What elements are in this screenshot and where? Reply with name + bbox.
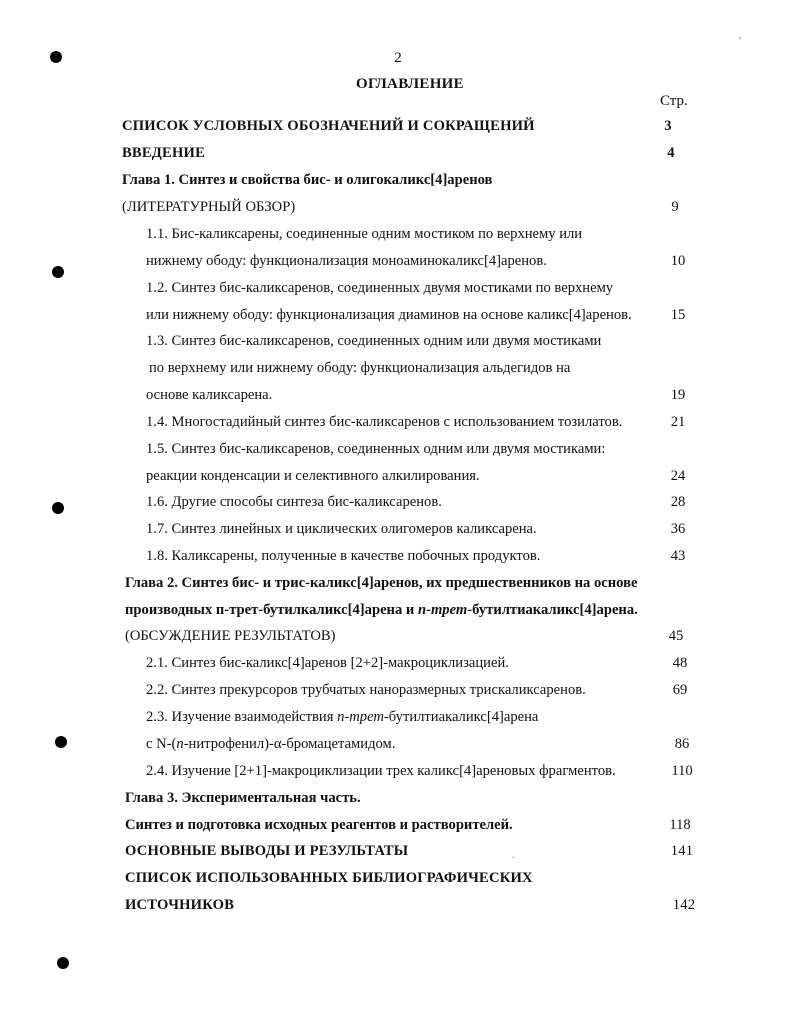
toc-entry-page: 69 (672, 682, 688, 698)
toc-entry-text-part: -бутилтиакаликс[4]арена. (467, 602, 638, 618)
toc-entry-page: 110 (671, 763, 693, 779)
toc-entry-page: 9 (671, 199, 679, 215)
toc-entry-page: 15 (670, 307, 686, 323)
toc-entry-page: 86 (674, 736, 690, 752)
binder-hole (57, 957, 69, 969)
scan-mark: , (739, 30, 742, 41)
toc-entry (0, 145, 796, 167)
toc-entry-text-part: 2.3. Изучение взаимодействия (146, 709, 338, 725)
toc-entry-text: 1.5. Синтез бис-каликсаренов, соединенных одним или двумя мостиками: (146, 441, 606, 457)
toc-entry (0, 575, 796, 597)
toc-entry-page: 48 (672, 655, 688, 671)
toc-entry-text: ИСТОЧНИКОВ (125, 897, 235, 913)
toc-entry (0, 521, 796, 543)
toc-entry (0, 118, 796, 140)
toc-entry-text: 1.7. Синтез линейных и циклических олигомеров каликсарена. (146, 521, 537, 537)
toc-entry (0, 387, 796, 409)
toc-entry-text: Глава 2. Синтез бис- и трис-каликс[4]аренов, их предшественников на основе (125, 575, 638, 591)
toc-entry-page: 24 (670, 468, 686, 484)
toc-entry (0, 897, 796, 919)
toc-entry (0, 817, 796, 839)
toc-entry-text: 2.4. Изучение [2+1]-макроциклизации трех каликс[4]ареновых фрагментов. (146, 763, 616, 779)
toc-entry-text-italic: п (176, 736, 184, 752)
toc-entry-text: основе каликсарена. (146, 387, 273, 403)
toc-entry-text: СПИСОК УСЛОВНЫХ ОБОЗНАЧЕНИЙ И СОКРАЩЕНИЙ (122, 118, 535, 134)
toc-entry-text: Глава 1. Синтез и свойства бис- и олигокаликс[4]аренов (122, 172, 493, 188)
toc-entry-text: по верхнему или нижнему ободу: функционализация альдегидов на (149, 360, 571, 376)
toc-entry-page: 10 (670, 253, 686, 269)
toc-entry (0, 253, 796, 275)
toc-entry (0, 763, 796, 785)
toc-entry-text: реакции конденсации и селективного алкилирования. (146, 468, 480, 484)
toc-entry (0, 655, 796, 677)
toc-entry-text: (ЛИТЕРАТУРНЫЙ ОБЗОР) (122, 199, 296, 215)
toc-entry-text-part: производных п-трет-бутилкаликс[4]арена и (125, 602, 418, 618)
toc-entry-text: (ОБСУЖДЕНИЕ РЕЗУЛЬТАТОВ) (125, 628, 336, 644)
toc-entry-page: 3 (664, 118, 672, 134)
toc-entry-text: 1.2. Синтез бис-каликсаренов, соединенных двумя мостиками по верхнему (146, 280, 614, 296)
toc-entry-text-part: с N-( (146, 736, 177, 752)
toc-entry-text: 1.6. Другие способы синтеза бис-каликсаренов. (146, 494, 442, 510)
toc-entry-page: 28 (670, 494, 686, 510)
toc-entry (0, 494, 796, 516)
toc-entry-text-italic: п-трет (417, 602, 468, 618)
toc-entry (0, 333, 796, 355)
toc-entry (0, 226, 796, 248)
toc-entry-text: Синтез и подготовка исходных реагентов и растворителей. (125, 817, 513, 833)
toc-entry (0, 602, 796, 624)
toc-entry (0, 414, 796, 436)
toc-entry (0, 548, 796, 570)
toc-entry-page: 142 (672, 897, 696, 913)
toc-entry-text-part: -нитрофенил)-α-бромацетамидом. (183, 736, 396, 752)
toc-entry-page: 21 (670, 414, 686, 430)
toc-entry (0, 307, 796, 329)
toc-entry-text: ОСНОВНЫЕ ВЫВОДЫ И РЕЗУЛЬТАТЫ (125, 843, 409, 859)
toc-entry (0, 709, 796, 731)
toc-entry-page: 118 (669, 817, 691, 833)
toc-entry-text: нижнему ободу: функционализация моноаминокаликс[4]аренов. (146, 253, 547, 269)
toc-entry-text: 1.3. Синтез бис-каликсаренов, соединенных одним или двумя мостиками (146, 333, 602, 349)
toc-entry-text-italic: п-трет (337, 709, 384, 725)
toc-entry-text: 2.1. Синтез бис-каликс[4]аренов [2+2]-макроциклизацией. (146, 655, 509, 671)
page-number: 2 (394, 50, 402, 66)
toc-entry-text (146, 736, 395, 753)
toc-entry-text-part: -бутилтиакаликс[4]арена (383, 709, 539, 725)
toc-entry-text: 1.4. Многостадийный синтез бис-каликсаренов с использованием тозилатов. (146, 414, 623, 430)
toc-entry (0, 682, 796, 704)
toc-entry-page: 36 (670, 521, 686, 537)
toc-entry (0, 870, 796, 892)
toc-entry (0, 736, 796, 758)
toc-entry-text: СПИСОК ИСПОЛЬЗОВАННЫХ БИБЛИОГРАФИЧЕСКИХ (125, 870, 533, 886)
toc-entry-text: ВВЕДЕНИЕ (122, 145, 206, 161)
toc-entry-text: 1.8. Каликсарены, полученные в качестве побочных продуктов. (146, 548, 541, 564)
page-column-label: Стр. (660, 93, 688, 109)
toc-entry-page: 45 (668, 628, 684, 644)
toc-entry-text: Глава 3. Экспериментальная часть. (125, 790, 361, 806)
toc-entry-page: 141 (670, 843, 694, 859)
toc-entry (0, 790, 796, 812)
scan-mark: . (512, 850, 515, 861)
toc-entry (0, 843, 796, 865)
page-title: ОГЛАВЛЕНИЕ (356, 76, 464, 92)
toc-entry-page: 4 (667, 145, 675, 161)
toc-entry-text: 2.2. Синтез прекурсоров трубчатых наноразмерных трискаликсаренов. (146, 682, 586, 698)
toc-entry (0, 360, 796, 382)
toc-entry (0, 441, 796, 463)
toc-entry-page: 43 (670, 548, 686, 564)
toc-entry-page: 19 (670, 387, 686, 403)
toc-entry-text (125, 602, 638, 619)
toc-entry (0, 468, 796, 490)
toc-entry-text: или нижнему ободу: функционализация диаминов на основе каликс[4]аренов. (146, 307, 632, 323)
toc-entry (0, 628, 796, 650)
toc-entry-text (146, 709, 538, 726)
toc-entry (0, 199, 796, 221)
toc-entry (0, 280, 796, 302)
toc-entry-text: 1.1. Бис-каликсарены, соединенные одним мостиком по верхнему или (146, 226, 583, 242)
toc-entry (0, 172, 796, 194)
